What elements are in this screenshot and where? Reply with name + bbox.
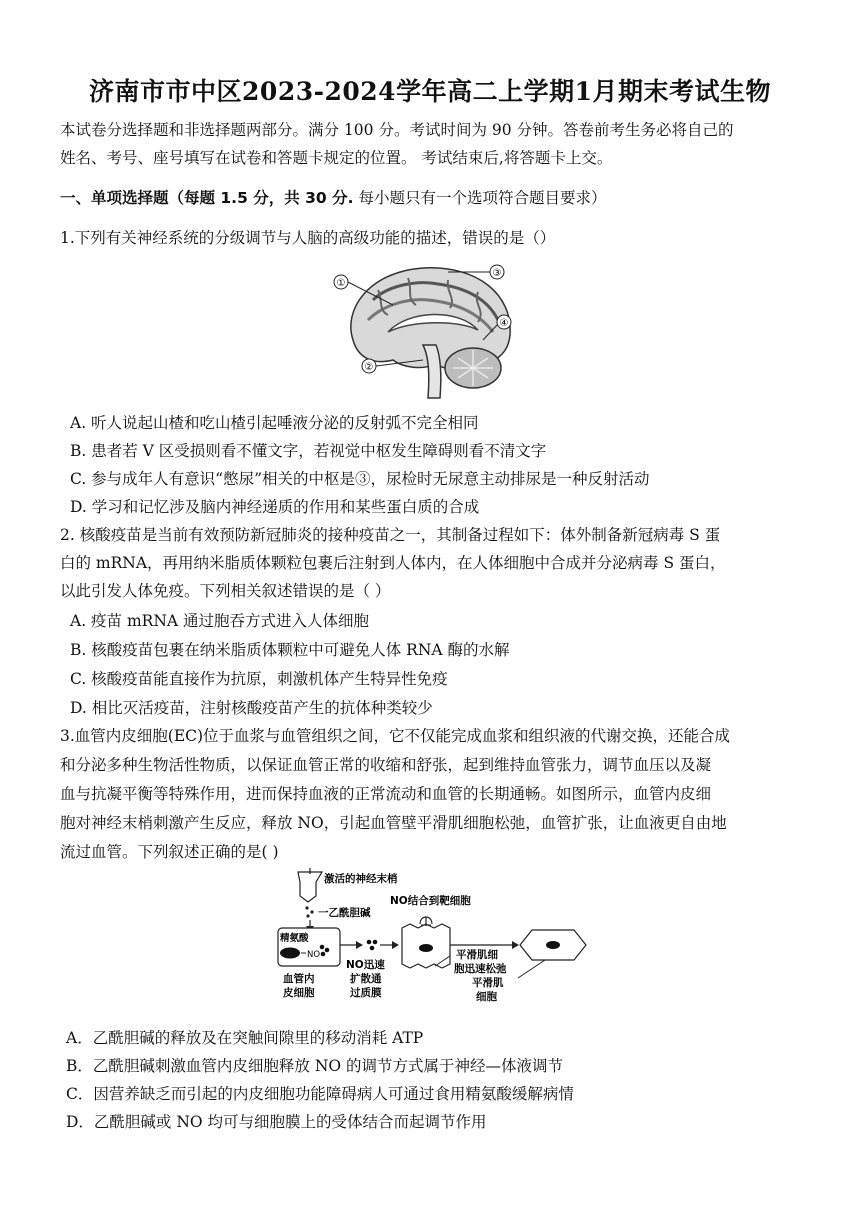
q3-option-a: A．乙酰胆碱的释放及在突触间隙里的移动消耗 ATP — [66, 1029, 424, 1047]
ec-label-line-1: 血管内 — [283, 973, 315, 985]
nerve-terminal — [298, 872, 322, 902]
brain-figure — [328, 260, 528, 400]
brain-label-2: ② — [364, 362, 374, 373]
brain-stem — [423, 345, 441, 398]
q3-stem-line-4: 胞对神经末梢刺激产生反应，释放 NO，引起血管壁平滑肌细胞松弛，血管扩张，让血液更自由地 — [60, 814, 727, 832]
q2-option-d: D. 相比灭活疫苗，注射核酸疫苗产生的抗体种类较少 — [70, 699, 433, 717]
q3-option-d: D．乙酰胆碱或 NO 均可与细胞膜上的受体结合而起调节作用 — [66, 1113, 487, 1131]
section-note: 每小题只有一个选项符合题目要求） — [353, 189, 607, 207]
q3-option-c: C．因营养缺乏而引起的内皮细胞功能障碍病人可通过食用精氨酸缓解病情 — [66, 1085, 574, 1103]
no-inside-label: NO — [307, 950, 321, 960]
relax-label-line-2: 胞迅速松弛 — [454, 963, 507, 975]
q1-option-b: B. 患者若 V 区受损则看不懂文字，若视觉中枢发生障碍则看不清文字 — [70, 442, 547, 460]
q2-stem-line-1: 2. 核酸疫苗是当前有效预防新冠肺炎的接种疫苗之一，其制备过程如下：体外制备新冠病毒 S 蛋 — [60, 526, 721, 544]
section-title: 一、单项选择题（每题 1.5 分，共 30 分. — [60, 189, 354, 207]
brain-label-4: ④ — [499, 318, 509, 329]
relax-label-line-1: 平滑肌细 — [456, 949, 498, 961]
q2-option-b: B. 核酸疫苗包裹在纳米脂质体颗粒中可避免人体 RNA 酶的水解 — [70, 641, 510, 659]
q1-stem: 1.下列有关神经系统的分级调节与人脑的高级功能的描述，错误的是（） — [60, 229, 556, 247]
q2-option-a: A. 疫苗 mRNA 通过胞吞方式进入人体细胞 — [70, 612, 370, 630]
smooth-label-line-2: 细胞 — [476, 991, 497, 1003]
diffuse-label-line-3: 过质膜 — [350, 987, 382, 999]
no-bind-label: NO结合到靶细胞 — [390, 895, 471, 907]
q3-stem-line-2: 和分泌多种生物活性物质，以保证血管正常的收缩和舒张，起到维持血管张力，调节血压以及凝 — [60, 756, 712, 774]
q1-option-c: C. 参与成年人有意识“憋尿”相关的中枢是③，尿检时无尿意主动排尿是一种反射活动 — [70, 470, 650, 488]
q1-option-a: A. 听人说起山楂和吃山楂引起唾液分泌的反射弧不完全相同 — [70, 414, 479, 432]
q3-stem-line-3: 血与抗凝平衡等特殊作用，进而保持血液的正常流动和血管的长期通畅。如图所示，血管内皮细 — [60, 785, 712, 803]
smooth-label-line-1: 平滑肌 — [472, 977, 504, 989]
ec-label-line-2: 皮细胞 — [283, 987, 315, 999]
q2-option-c: C. 核酸疫苗能直接作为抗原，刺激机体产生特异性免疫 — [70, 670, 448, 688]
q3-stem-line-5: 流过血管。下列叙述正确的是( ) — [60, 843, 279, 861]
q3-stem-line-1: 3.血管内皮细胞(EC)位于血浆与血管组织之间，它不仅能完成血浆和组织液的代谢交换，还能合成 — [60, 727, 731, 745]
q3-option-b: B．乙酰胆碱刺激血管内皮细胞释放 NO 的调节方式属于神经—体液调节 — [66, 1057, 564, 1075]
diffuse-label-line-2: 扩散通 — [350, 973, 382, 985]
q1-option-d: D. 学习和记忆涉及脑内神经递质的作用和某些蛋白质的合成 — [70, 498, 480, 516]
brain-label-3: ③ — [492, 268, 502, 279]
diffuse-label-line-1: NO迅速 — [346, 959, 385, 971]
arginine-label: 精氨酸 — [280, 933, 309, 944]
endothelial-no-figure — [270, 868, 590, 1010]
q2-stem-line-2: 白的 mRNA，再用纳米脂质体颗粒包裹后注射到人体内，在人体细胞中合成并分泌病毒 S 蛋白， — [60, 554, 726, 572]
acetylcholine-label: 一乙酰胆碱 — [318, 907, 371, 919]
nerve-terminal-label: 激活的神经末梢 — [324, 873, 398, 885]
section-heading — [60, 186, 606, 208]
exam-title: 济南市市中区2023-2024学年高二上学期1月期末考试生物 — [89, 77, 771, 106]
brain-label-1: ① — [336, 278, 346, 289]
intro-line-2: 姓名、考号、座号填写在试卷和答题卡规定的位置。 考试结束后,将答题卡上交。 — [60, 149, 613, 167]
intro-line-1: 本试卷分选择题和非选择题两部分。满分 100 分。考试时间为 90 分钟。答卷前考生务必将自己的 — [60, 121, 734, 139]
q2-stem-line-3: 以此引发人体免疫。下列相关叙述错误的是（ ） — [60, 582, 391, 600]
